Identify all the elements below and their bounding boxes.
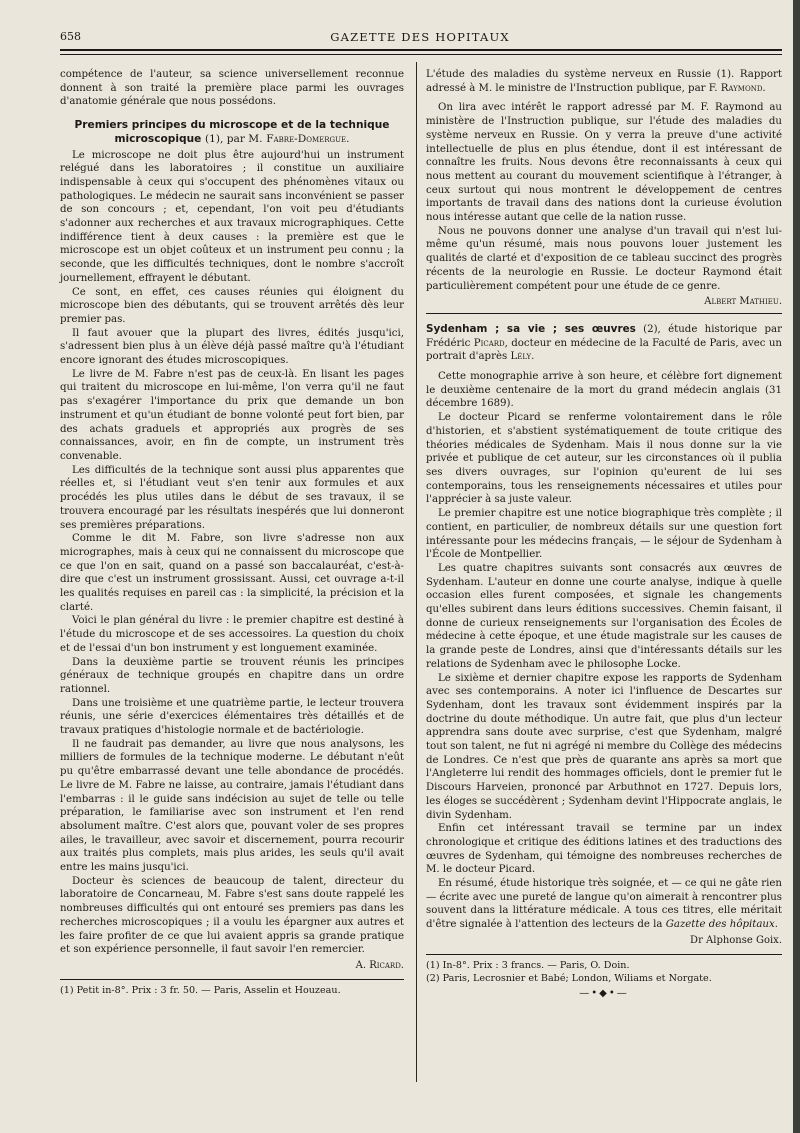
page-edge-shadow: [793, 0, 800, 1133]
paragraph: Dans une troisième et une quatrième partie, le lecteur trouvera réunis, une série d'exercices élémentaires très détaillés et de travaux pratiques d'histologie normale et de bactériologie.: [60, 697, 404, 737]
signature: Albert Mathieu.: [704, 296, 782, 308]
review1-author: Raymond.: [720, 82, 766, 94]
footnote: (2) Paris, Lecrosnier et Babé; London, Wiliams et Norgate.: [426, 972, 712, 984]
footnote-rule: [60, 979, 404, 980]
paragraph: [426, 877, 782, 932]
column-divider: [416, 62, 417, 1082]
review2-rest: (2), étude historique par Frédéric: [426, 323, 782, 349]
review-title: [426, 68, 782, 95]
review2-rest2: docteur en médecine de la Faculté de Paris, avec un portrait d'après: [426, 337, 782, 363]
review2-author: Picard,: [473, 337, 508, 349]
paragraph: Il faut avouer que la plupart des livres, édités jusqu'ici, s'adressent bien plus à un élève déjà passé maître qu'à l'étudiant encore ignorant des études microscopiques.: [60, 327, 404, 367]
paragraph: On lira avec intérêt le rapport adressé par M. F. Raymond au ministère de l'Instruction publique, sur l'étude des maladies du système nerveux en Russie. On y verra la preuve d'une activité intellectuelle de plus en plus étendue, dont il est intéressant de connaître les fruits. Nous devons être reconnaissants à ceux qui nous mettent au courant du mouvement scientifique à l'étranger, à ceux surtout qui nous montrent le développement de centres importants de travail dans des nations dont la curieuse évolution nous intéresse autant que celle de la nation russe.: [426, 102, 782, 224]
footnote: (1) In-8°. Prix : 3 francs. — Paris, O. Doin.: [426, 959, 630, 971]
page-number: 658: [60, 30, 81, 43]
paragraph: Ce sont, en effet, ces causes réunies qui éloignent du microscope bien des débutants, qui se trouvent arrêtés dès leur premier pas.: [60, 286, 404, 325]
signature: Dr Alphonse Goix.: [690, 934, 782, 946]
article-heading: [60, 119, 404, 146]
paragraph: Les difficultés de la technique sont aussi plus apparentes que réelles et, si l'étudiant veut s'en tenir aux formules et aux procédés les plus utiles dans le début de ses travaux, il se trouvera encouragé par les résultats inespérés que lui donneront ses premières préparations.: [60, 464, 404, 531]
right-column: [426, 68, 782, 1000]
ornament: —•◆•—: [579, 987, 629, 999]
section-rule: [426, 313, 782, 314]
heading-note: (1), par M.: [205, 132, 263, 145]
review1-title: L'étude des maladies du système nerveux en Russie: [426, 69, 712, 80]
review1-rest: (1). Rapport adressé à M. le ministre de l'Instruction publique, par F.: [426, 69, 782, 94]
signature: A. Ricard.: [355, 960, 404, 971]
running-title: GAZETTE DES HOPITAUX: [330, 30, 510, 44]
paragraph: Docteur ès sciences de beaucoup de talent, directeur du laboratoire de Concarneau, M. Fabre s'est sans doute rappelé les nombreuses difficultés qui ont entouré ses premiers pas dans les recherches microscopiques ; il a voulu les épargner aux autres et les faire profiter de ce que lui avaient appris sa grande pratique et son expérience personnelle, il faut savoir l'en remercier.: [60, 875, 404, 956]
paragraph: Le docteur Picard se renferme volontairement dans le rôle d'historien, et s'abstient systématiquement de toute critique des théories médicales de Sydenham. Mais il nous donne sur la vie privée et publique de cet auteur, sur les circonstances où il publia ses divers ouvrages, sur l'opinion qu'eurent de lui ses contemporains, tous les renseignements nécessaires et utiles pour l'apprécier à sa juste valeur.: [426, 412, 782, 506]
review2-author2: Lély.: [510, 351, 535, 363]
paragraph: Il ne faudrait pas demander, au livre que nous analysons, les milliers de formules de la technique moderne. Le débutant n'eût pu qu'être embarrassé devant une telle abondance de procédés. Le livre de M. Fabre ne laisse, au contraire, jamais l'étudiant dans l'embarras : il le guide sans indécision au sujet de telle ou telle préparation, le familiarise avec son instrument et l'en rend absolument maître. C'est alors que, pouvant voler de ses propres ailes, le travailleur, avec savoir et discernement, pourra recourir aux traités plus complets, mais plus arides, les seuls qu'il avait entre les mains jusqu'ici.: [60, 738, 404, 874]
review2-title: Sydenham ; sa vie ; ses œuvres: [426, 322, 636, 335]
footnote-rule: [426, 954, 782, 955]
paragraph-text: En résumé, étude historique très soignée, et — ce qui ne gâte rien — écrite avec une pureté de langue qu'on aimerait à rencontrer plus souvent dans la littérature médicale. A tous ces titres, elle méritait d'être signalée à l'attention des lecteurs de la: [426, 878, 782, 931]
paragraph: Le microscope ne doit plus être aujourd'hui un instrument relégué dans les laboratoires ; il constitue un auxiliaire indispensable à ceux qui s'occupent des phénomènes vitaux ou pathologiques. Le médecin ne saurait sans inconvénient se passer de son concours ; et, cependant, l'on voit peu d'étudiants s'adonner aux recherches et aux travaux micrographiques. Cette indifférence tient à deux causes : la première est que le microscope est un objet coûteux et un instrument peu connu ; la seconde, que les difficultés techniques, dont le nombre s'accroît journellement, effrayent le débutant.: [60, 149, 404, 284]
footnote: (1) Petit in-8°. Prix : 3 fr. 50. — Paris, Asselin et Houzeau.: [60, 984, 341, 996]
paragraph: Le premier chapitre est une notice biographique très complète ; il contient, en particulier, de nombreux détails sur une question fort intéressante pour les médecins français, — le séjour de Sydenham à l'École de Montpellier.: [426, 508, 782, 561]
heading-line2: microscopique: [114, 132, 202, 145]
paragraph: Les quatre chapitres suivants sont consacrés aux œuvres de Sydenham. L'auteur en donne une courte analyse, indique à quelle occasion elles furent composées, et signale les changements qu'elles subirent dans leurs éditions successives. Chemin faisant, il donne de curieux renseignements sur l'organisation des Écoles de médecine à cette époque, et une étude magistrale sur les causes de la grande peste de Londres, ainsi que d'intéressants détails sur les relations de Sydenham avec le philosophe Locke.: [426, 562, 782, 670]
paragraph: Le livre de M. Fabre n'est pas de ceux-là. En lisant les pages qui traitent du microscope en lui-même, l'on verra qu'il ne faut pas s'exagérer l'importance du prix que demande un bon instrument et qu'un étudiant de bonne volonté peut fort bien, par des achats graduels et appropriés aux progrès de ses connaissances, avoir, en fin de compte, un instrument très convenable.: [60, 368, 404, 462]
paragraph: Dans la deuxième partie se trouvent réunis les principes généraux de technique groupés en chapitre dans un ordre rationnel.: [60, 656, 404, 695]
intro-paragraph: compétence de l'auteur, sa science universellement reconnue donnent à son traité la première place parmi les ouvrages d'anatomie générale que nous possédons.: [60, 69, 404, 108]
heading-line1: Premiers principes du microscope et de la technique: [74, 119, 390, 132]
header-rule-thin: [60, 54, 782, 55]
header-rule: [60, 49, 782, 51]
paragraph: Comme le dit M. Fabre, son livre s'adresse non aux micrographes, mais à ceux qui ne connaissent du microscope que ce que l'on en sait, quand on a passé son baccalauréat, c'est-à-dire que c'est un instrument grossissant. Aussi, cet ouvrage a-t-il les qualités requises en pareil cas : la simplicité, la précision et la clarté.: [60, 533, 404, 613]
paragraph: Le sixième et dernier chapitre expose les rapports de Sydenham avec ses contemporains. A noter ici l'influence de Descartes sur Sydenham, dont les travaux sont évidemment inspirés par la doctrine du doute méthodique. Un autre fait, que plus d'un lecteur apprendra sans doute avec surprise, c'est que Sydenham, malgré tout son talent, ne fut ni agrégé ni membre du Collège des médecins de Londres. Ce n'est que près de quarante ans après sa mort que l'Angleterre lui rendit des hommages officiels, dont le premier fut le Discours Harveien, prononcé par Arbuthnot en 1727. Depuis lors, les éloges se succédèrent ; Sydenham devint l'Hippocrate anglais, le divin Sydenham.: [426, 672, 782, 821]
left-column: [60, 68, 404, 997]
review-title: [426, 323, 782, 364]
paragraph: Nous ne pouvons donner une analyse d'un travail qui n'est lui-même qu'un résumé, mais nous pouvons louer justement les qualités de clarté et d'exposition de ce tableau succinct des progrès récents de la neurologie en Russie. Le docteur Raymond était particulièrement compétent pour une étude de ce genre.: [426, 225, 782, 292]
paragraph: Cette monographie arrive à son heure, et célèbre fort dignement le deuxième centenaire de la mort du grand médecin anglais (31 décembre 1689).: [426, 371, 782, 410]
paragraph: Enfin cet intéressant travail se termine par un index chronologique et critique des éditions latines et des traductions des œuvres de Sydenham, qui témoigne des nombreuses recherches de M. le docteur Picard.: [426, 823, 782, 876]
closing-italic: Gazette des hôpitaux.: [665, 919, 778, 931]
heading-author: Fabre-Domergue.: [266, 132, 350, 145]
paragraph: Voici le plan général du livre : le premier chapitre est destiné à l'étude du microscope et de ses accessoires. La question du choix et de l'essai d'un bon instrument y est longuement examinée.: [60, 615, 404, 654]
